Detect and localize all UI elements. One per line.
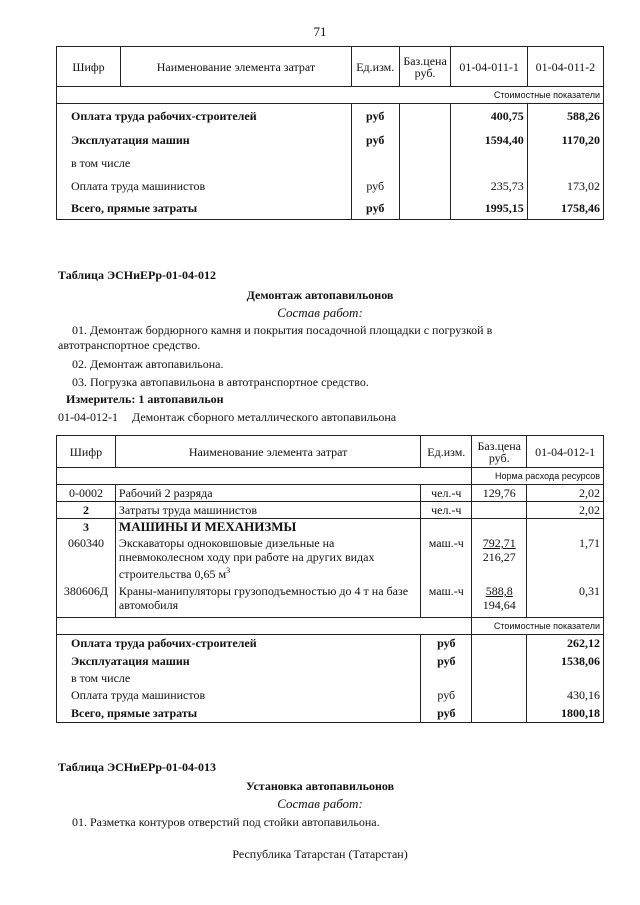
header-price: Баз.цена руб. — [472, 436, 527, 468]
measure-label: Измеритель: 1 автопавильон — [66, 392, 224, 406]
table-row — [57, 174, 604, 198]
header-col-1: 01-04-012-1 — [527, 436, 604, 468]
row-value: 0,31 — [527, 583, 604, 617]
row-name: Оплата труда рабочих-строителей — [57, 634, 421, 652]
row-name: Затраты труда машинистов — [115, 502, 420, 519]
row-name: Эксплуатация машин — [57, 652, 421, 670]
header-unit: Ед.изм. — [351, 47, 399, 87]
table-row — [57, 704, 604, 722]
work-step: 02. Демонтаж автопавильона. — [72, 357, 224, 371]
row-name: в том числе — [57, 670, 421, 686]
row-price: 792,71 216,27 — [472, 535, 527, 583]
row-value: 1800,18 — [527, 704, 604, 722]
row-value: 2,02 — [527, 485, 604, 502]
norm-label-row — [57, 468, 604, 485]
row-name: Всего, прямые затраты — [57, 198, 352, 220]
work-step: 03. Погрузка автопавильона в автотранспортное средство. — [72, 375, 369, 389]
item-name: Демонтаж сборного металлического автопавильона — [132, 410, 397, 424]
row-value-1: 235,73 — [451, 174, 527, 198]
table-row — [57, 104, 604, 128]
row-code: 380606Д — [57, 583, 116, 617]
row-value: 262,12 — [527, 634, 604, 652]
row-name: в том числе — [57, 152, 352, 174]
row-value-1: 400,75 — [451, 104, 527, 128]
row-unit: руб — [351, 104, 399, 128]
row-name: Оплата труда машинистов — [57, 686, 421, 704]
row-value: 2,02 — [527, 502, 604, 519]
row-code: 2 — [57, 502, 116, 519]
table-row — [57, 670, 604, 686]
row-value-2: 1170,20 — [527, 128, 603, 152]
table-row — [57, 152, 604, 174]
header-col-2: 01-04-011-2 — [527, 47, 603, 87]
row-value: 1538,06 — [527, 652, 604, 670]
item-code: 01-04-012-1 — [58, 410, 118, 424]
table-row — [57, 485, 604, 502]
cost-table-1 — [56, 46, 604, 220]
table-row — [57, 634, 604, 652]
row-unit: чел.-ч — [421, 502, 472, 519]
section-heading: Установка автопавильонов — [245, 779, 395, 793]
row-price: 129,76 — [472, 485, 527, 502]
section-label-row — [57, 87, 604, 104]
table-row — [57, 583, 604, 617]
page-number: 71 — [313, 24, 327, 39]
header-unit: Ед.изм. — [421, 436, 472, 468]
header-code: Шифр — [57, 436, 116, 468]
row-code: 060340 — [57, 535, 116, 583]
table-header-row — [57, 436, 604, 468]
header-price: Баз.цена руб. — [399, 47, 451, 87]
header-col-1: 01-04-011-1 — [451, 47, 527, 87]
cost-label-row — [57, 617, 604, 634]
cost-label: Стоимостные показатели — [472, 617, 604, 634]
row-unit: маш.-ч — [421, 535, 472, 583]
header-name: Наименование элемента затрат — [121, 47, 352, 87]
header-code: Шифр — [57, 47, 121, 87]
row-name: Рабочий 2 разряда — [115, 485, 420, 502]
row-unit: руб — [421, 652, 472, 670]
section-label: Стоимостные показатели — [57, 87, 604, 104]
resource-table — [56, 435, 604, 723]
row-value-2: 1758,46 — [527, 198, 603, 220]
row-code: 0-0002 — [57, 485, 116, 502]
table-header-row — [57, 47, 604, 87]
row-unit: маш.-ч — [421, 583, 472, 617]
section-heading: Демонтаж автопавильонов — [246, 288, 394, 302]
work-step: 01. Демонтаж бордюрного камня и покрытия посадочной площадки с погрузкой в автотранспортное средство. — [58, 323, 493, 352]
row-value-2: 173,02 — [527, 174, 603, 198]
row-name: Всего, прямые затраты — [57, 704, 421, 722]
row-unit: руб — [421, 634, 472, 652]
table-row — [57, 502, 604, 519]
table-title: Таблица ЭСНиЕРр-01-04-013 — [58, 760, 217, 774]
row-unit: руб — [351, 174, 399, 198]
row-unit: руб — [351, 128, 399, 152]
table-row — [57, 652, 604, 670]
table-row — [57, 198, 604, 220]
row-name: Оплата труда рабочих-строителей — [57, 104, 352, 128]
row-name: МАШИНЫ И МЕХАНИЗМЫ — [115, 519, 420, 536]
row-name: Эксплуатация машин — [57, 128, 352, 152]
header-name: Наименование элемента затрат — [115, 436, 420, 468]
work-step: 01. Разметка контуров отверстий под стойки автопавильона. — [72, 815, 380, 829]
norm-label: Норма расхода ресурсов — [472, 468, 604, 485]
row-value-1: 1594,40 — [451, 128, 527, 152]
row-unit: руб — [351, 198, 399, 220]
row-code: 3 — [57, 519, 116, 536]
row-value: 1,71 — [527, 535, 604, 583]
row-value-1: 1995,15 — [451, 198, 527, 220]
table-row — [57, 535, 604, 583]
table-row — [57, 686, 604, 704]
row-name: Экскаваторы одноковшовые дизельные на пневмоколесном ходу при работе на других видах строительства 0,65 $м^3$ — [115, 535, 420, 583]
section-subheading: Состав работ: — [277, 305, 363, 320]
row-unit: чел.-ч — [421, 485, 472, 502]
table-title: Таблица ЭСНиЕРр-01-04-012 — [58, 268, 217, 282]
row-price: 588,8 194,64 — [472, 583, 527, 617]
row-unit: руб — [421, 704, 472, 722]
row-unit: руб — [421, 686, 472, 704]
section-subheading: Состав работ: — [277, 796, 363, 811]
table-row — [57, 128, 604, 152]
page-footer: Республика Татарстан (Татарстан) — [232, 847, 408, 861]
table-row — [57, 519, 604, 536]
row-name: Оплата труда машинистов — [57, 174, 352, 198]
row-value: 430,16 — [527, 686, 604, 704]
row-value-2: 588,26 — [527, 104, 603, 128]
row-name: Краны-манипуляторы грузоподъемностью до 4 т на базе автомобиля — [115, 583, 420, 617]
